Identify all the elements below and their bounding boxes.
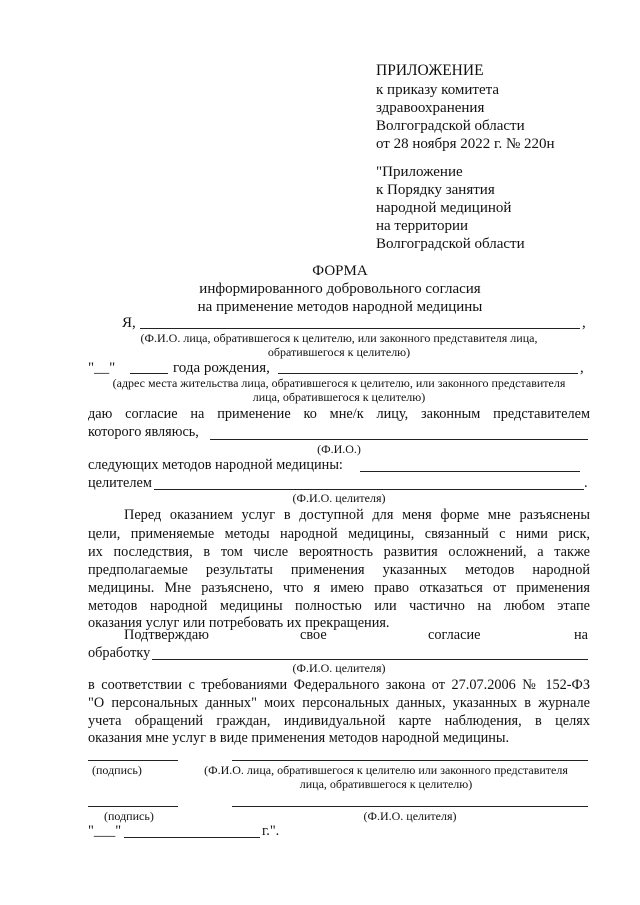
consent-line-1: даю согласие на применение ко мне/к лицу, законным представителем (88, 406, 590, 422)
address-input-line[interactable] (278, 373, 578, 374)
signature-2-line[interactable] (88, 806, 178, 807)
appendix-line-2: здравоохранения (376, 100, 485, 116)
represented-fio-line[interactable] (210, 439, 588, 440)
methods-input-line[interactable] (360, 471, 580, 472)
fio-comma: , (582, 315, 586, 331)
appendix2-line-1: "Приложение (376, 164, 463, 180)
para2-line-4: оказания мне услуг в виде применения методов народной медицины. (88, 730, 510, 746)
ya-label: Я, (122, 315, 136, 331)
address-hint-1: (адрес места жительства лица, обратившегося к целителю, или законного представителя (112, 376, 566, 390)
healer-hint: (Ф.И.О. целителя) (292, 491, 386, 505)
para2-line-3: учета обращений граждан, индивидуальной карте наблюдения, в целях (88, 713, 590, 729)
signature-1-fio-line[interactable] (232, 760, 588, 761)
fio-hint-1: (Ф.И.О. лица, обратившегося к целителю, или законного представителя лица, (140, 331, 538, 345)
consent-line-2: которого являюсь, (88, 424, 199, 440)
healer-dot: . (584, 475, 588, 491)
confirm-word-1: Подтверждаю (124, 627, 209, 643)
appendix2-line-5: Волгоградской области (376, 236, 525, 252)
appendix-line-1: к приказу комитета (376, 82, 500, 98)
birth-day: "__" (88, 360, 116, 376)
birth-month-line[interactable] (130, 373, 168, 374)
para1-line-2: цели, применяемые методы народной медицины, связанный с ними риск, (88, 526, 590, 542)
processing-label: обработку (88, 645, 151, 661)
para1-line-1: Перед оказанием услуг в доступной для меня форме мне разъяснены (124, 507, 590, 523)
confirm-word-2: свое (300, 627, 327, 643)
appendix-line-4: от 28 ноября 2022 г. № 220н (376, 136, 555, 152)
signature-1-desc-1: (Ф.И.О. лица, обратившегося к целителю или законного представителя (204, 763, 568, 777)
form-subtitle-2: на применение методов народной медицины (197, 299, 483, 315)
date-month-line[interactable] (124, 837, 260, 838)
confirm-word-4: на (574, 627, 588, 643)
fio-hint-2: обратившегося к целителю) (267, 345, 411, 359)
appendix2-line-2: к Порядку занятия (376, 182, 495, 198)
signature-1-label: (подпись) (92, 763, 142, 777)
appendix2-line-3: народной медициной (376, 200, 512, 216)
para1-line-7: оказания услуг или потребовать их прекращения. (88, 615, 390, 631)
form-subtitle-1: информированного добровольного согласия (199, 281, 481, 297)
para1-line-3: их последствия, в том числе вероятность развития осложнений, а также (88, 544, 590, 560)
para2-line-2: "О персональных данных" моих персональных данных, указанных в журнале (88, 695, 590, 711)
para2-line-1: в соответствии с требованиями Федерального закона от 27.07.2006 № 152-ФЗ (88, 677, 590, 693)
signature-2-label: (подпись) (104, 809, 154, 823)
appendix-line-3: Волгоградской области (376, 118, 525, 134)
appendix2-line-4: на территории (376, 218, 469, 234)
methods-label: следующих методов народной медицины: (88, 457, 343, 473)
healer-label: целителем (88, 475, 152, 491)
appendix-title: ПРИЛОЖЕНИЕ (376, 62, 484, 79)
signature-1-line[interactable] (88, 760, 178, 761)
para1-line-5: медицины. Мне разъяснено, что я имею право отказаться от применения (88, 580, 590, 596)
address-hint-2: лица, обратившегося к целителю) (252, 390, 426, 404)
healer-input-line[interactable] (154, 489, 584, 490)
form-title: ФОРМА (312, 263, 368, 279)
fio-input-line[interactable] (140, 328, 580, 329)
signature-1-desc-2: лица, обратившегося к целителю) (299, 777, 473, 791)
confirm-word-3: согласие (428, 627, 481, 643)
birth-label: года рождения, (173, 360, 270, 376)
para1-line-6: методов народной медицины полностью или частично на любом этапе (88, 598, 590, 614)
para1-line-4: предполагаемые результаты применения указанных методов народной (88, 562, 590, 578)
represented-fio-hint: (Ф.И.О.) (317, 442, 361, 456)
date-day: "___" (88, 823, 122, 839)
processing-healer-hint: (Ф.И.О. целителя) (292, 661, 386, 675)
processing-healer-line[interactable] (152, 659, 588, 660)
signature-2-fio-line[interactable] (232, 806, 588, 807)
date-year-suffix: г.". (262, 823, 280, 839)
address-comma: , (580, 360, 584, 376)
signature-2-desc: (Ф.И.О. целителя) (363, 809, 457, 823)
